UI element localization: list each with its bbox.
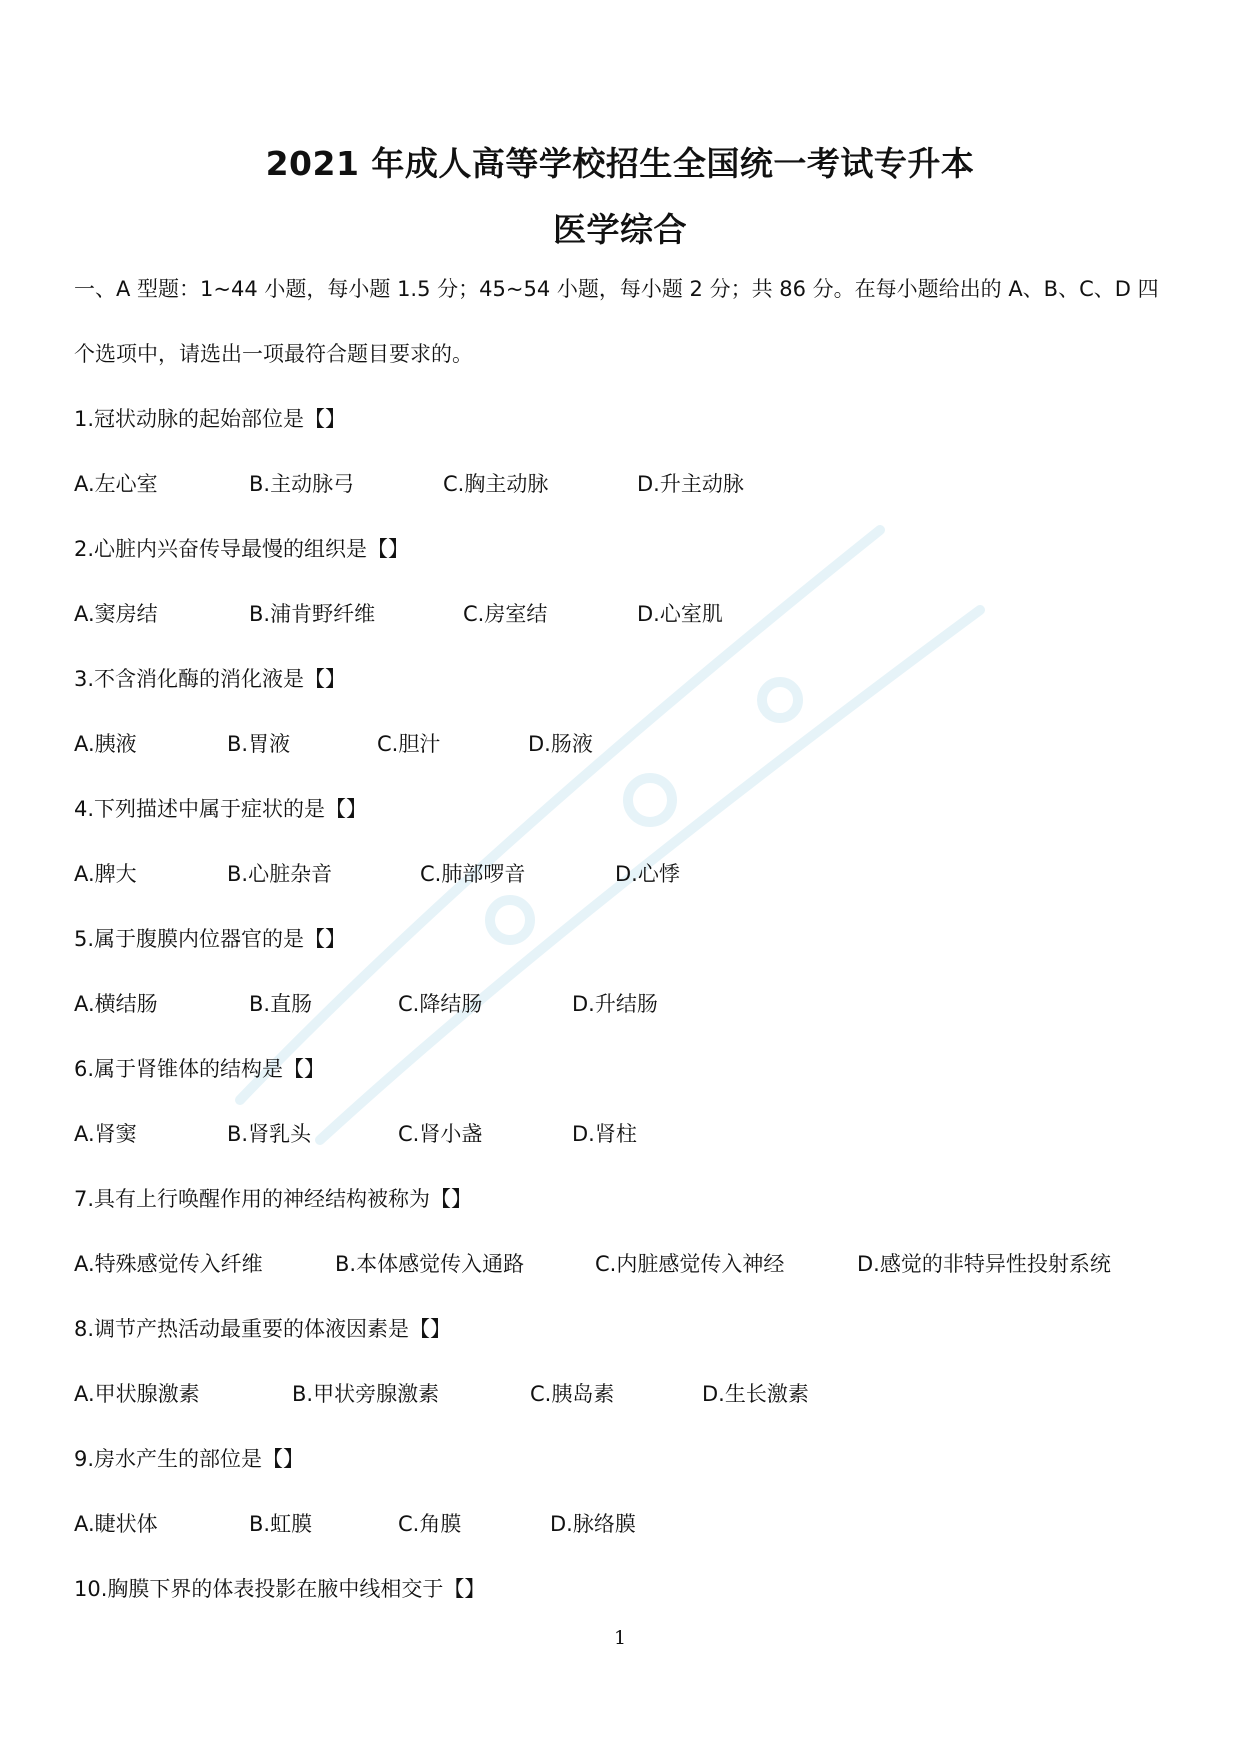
- option-d: D.肠液: [528, 732, 593, 756]
- question-stem: 5.属于腹膜内位器官的是【】: [74, 927, 347, 951]
- question-stem: 8.调节产热活动最重要的体液因素是【】: [74, 1317, 452, 1341]
- option-a: A.甲状腺激素: [74, 1382, 200, 1406]
- option-b: B.虹膜: [249, 1512, 313, 1536]
- option-a: A.胰液: [74, 732, 137, 756]
- question-stem: 3.不含消化酶的消化液是【】: [74, 667, 347, 691]
- option-b: B.主动脉弓: [249, 472, 355, 496]
- option-d: D.感觉的非特异性投射系统: [857, 1252, 1111, 1276]
- page-number: 1: [613, 1627, 627, 1649]
- option-a: A.睫状体: [74, 1512, 158, 1536]
- option-a: A.特殊感觉传入纤维: [74, 1252, 263, 1276]
- question-stem: 10.胸膜下界的体表投影在腋中线相交于【】: [74, 1577, 486, 1601]
- question-stem: 6.属于肾锥体的结构是【】: [74, 1057, 326, 1081]
- option-c: C.降结肠: [398, 992, 483, 1016]
- option-a: A.窦房结: [74, 602, 158, 626]
- question-stem: 2.心脏内兴奋传导最慢的组织是【】: [74, 537, 410, 561]
- option-b: B.胃液: [227, 732, 291, 756]
- option-c: C.胸主动脉: [443, 472, 549, 496]
- option-b: B.本体感觉传入通路: [335, 1252, 525, 1276]
- exam-subtitle: 医学综合: [553, 210, 687, 249]
- option-c: C.胰岛素: [530, 1382, 615, 1406]
- question-stem: 9.房水产生的部位是【】: [74, 1447, 305, 1471]
- option-d: D.心室肌: [637, 602, 723, 626]
- option-c: C.胆汁: [377, 732, 441, 756]
- option-b: B.浦肯野纤维: [249, 602, 376, 626]
- option-c: C.内脏感觉传入神经: [595, 1252, 785, 1276]
- option-d: D.肾柱: [572, 1122, 637, 1146]
- option-a: A.左心室: [74, 472, 158, 496]
- option-a: A.脾大: [74, 862, 137, 886]
- option-b: B.心脏杂音: [227, 862, 333, 886]
- instruction-line-1: 一、A 型题：1~44 小题，每小题 1.5 分；45~54 小题，每小题 2 分；共 86 分。在每小题给出的 A、B、C、D 四: [74, 277, 1159, 301]
- option-c: C.肾小盏: [398, 1122, 483, 1146]
- exam-title: 2021 年成人高等学校招生全国统一考试专升本: [265, 144, 975, 183]
- question-stem: 4.下列描述中属于症状的是【】: [74, 797, 368, 821]
- option-c: C.肺部啰音: [420, 862, 526, 886]
- option-d: D.心悸: [615, 862, 680, 886]
- option-c: C.房室结: [463, 602, 548, 626]
- option-b: B.肾乳头: [227, 1122, 312, 1146]
- question-stem: 1.冠状动脉的起始部位是【】: [74, 407, 347, 431]
- option-c: C.角膜: [398, 1512, 462, 1536]
- option-d: D.生长激素: [702, 1382, 809, 1406]
- option-d: D.升结肠: [572, 992, 658, 1016]
- instruction-line-2: 个选项中，请选出一项最符合题目要求的。: [74, 342, 473, 366]
- option-d: D.升主动脉: [637, 472, 744, 496]
- question-stem: 7.具有上行唤醒作用的神经结构被称为【】: [74, 1187, 473, 1211]
- option-a: A.肾窦: [74, 1122, 137, 1146]
- option-a: A.横结肠: [74, 992, 158, 1016]
- option-b: B.直肠: [249, 992, 313, 1016]
- option-d: D.脉络膜: [550, 1512, 636, 1536]
- option-b: B.甲状旁腺激素: [292, 1382, 440, 1406]
